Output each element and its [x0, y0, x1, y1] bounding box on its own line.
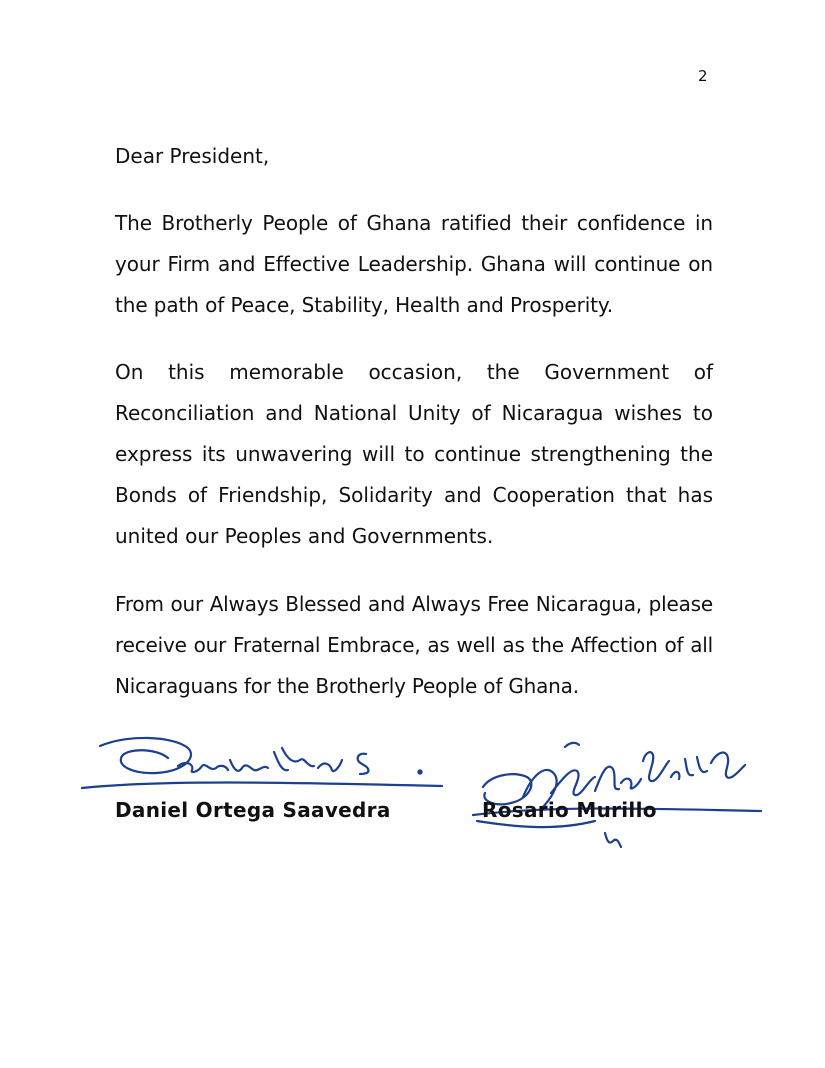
signer-name-murillo: Rosario Murillo	[482, 798, 657, 822]
salutation: Dear President,	[115, 144, 270, 168]
ortega-signature	[78, 730, 448, 800]
paragraph-1: The Brotherly People of Ghana ratified their confidence in your Firm and Effective Leadership. Ghana will continue on the path of Peace, Stability, Health and Prosperity.	[115, 211, 713, 317]
paragraph-2: On this memorable occasion, the Government of Reconciliation and National Unity of Nicaragua wishes to express its unwavering will to continue strengthening the Bonds of Friendship, Solidarity and Cooperation that has united our Peoples and Governments.	[115, 360, 713, 548]
murillo-signature	[465, 735, 765, 850]
paragraph-3: From our Always Blessed and Always Free Nicaragua, please receive our Fraternal Embrace, as well as the Affection of all Nicaraguans for the Brotherly People of Ghana.	[115, 592, 713, 698]
signer-name-ortega: Daniel Ortega Saavedra	[115, 798, 391, 822]
page-number: 2	[698, 67, 708, 85]
